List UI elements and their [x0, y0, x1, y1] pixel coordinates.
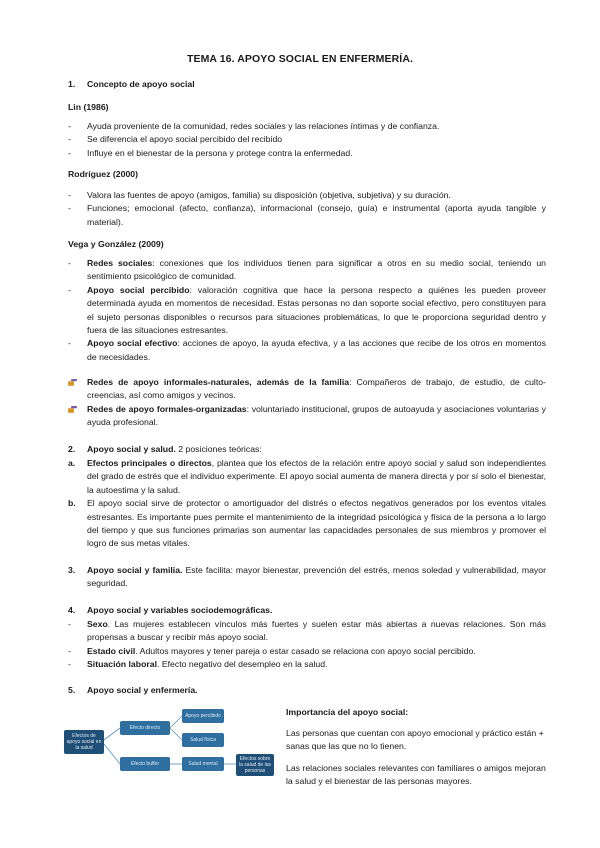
- list-item: a. Efectos principales o directos, plantea que los efectos de la relación entre apoyo social y salud son independientes del grado de estrés que el individuo experimente. El apoyo social aumenta de manera directa y por sí solo el bienestar, la autoestima y la salud.: [68, 458, 547, 495]
- diagram-node-3: Salud mental: [182, 757, 224, 771]
- redes-list: [68, 376, 546, 430]
- lin-list: [68, 120, 546, 160]
- importance-paragraph-1: Las personas que cuentan con apoyo emocional y práctico están + sanas que las que no lo tienen.: [286, 728, 544, 752]
- list-item: - Influye en el bienestar de la persona y protege contra la enfermedad.: [68, 147, 353, 158]
- section-1-heading: 1. Concepto de apoyo social: [68, 79, 195, 89]
- list-item: - Funciones; emocional (afecto, confianza), informacional (consejo, guía) e instrumental (aporta ayuda tangible y material).: [68, 203, 546, 227]
- section-2-list: [68, 457, 546, 551]
- section-2-heading: 2. Apoyo social y salud. 2 posiciones teóricas:: [68, 444, 262, 454]
- list-item: - Redes sociales: conexiones que los individuos tienen para significar a otros en su medio social, teniendo un sentimiento psicológico de comunidad.: [68, 258, 546, 282]
- section-5-heading: 5. Apoyo social y enfermería.: [68, 685, 198, 695]
- list-item: - Apoyo social percibido: valoración cognitiva que hace la persona respecto a quiénes les pueden proveer determinada ayuda en momentos de necesidad. Estas personas no dan soporte social efectivo, pero constituyen para el sujeto personas disponibles o recursos para situaciones problemáticas, lo que le proporciona seguridad dentro y fuera de las situaciones estresantes.: [68, 284, 546, 336]
- list-item: Redes de apoyo informales-naturales, además de la familia: Compañeros de trabajo, de estudio, de culto-creencias, así como amigos y vecinos.: [68, 376, 546, 403]
- support-diagram: [60, 700, 275, 790]
- section-1-title: Concepto de apoyo social: [87, 79, 195, 89]
- vega-heading: Vega y González (2009): [68, 239, 164, 249]
- section-4-list: [68, 618, 546, 672]
- rodriguez-list: [68, 189, 546, 229]
- list-item: Redes de apoyo formales-organizadas: voluntariado institucional, grupos de autoayuda y asociaciones voluntarias y ayuda profesional.: [68, 403, 546, 430]
- list-item: - Apoyo social efectivo: acciones de apoyo, la ayuda efectiva, y a las acciones que recibe de los otros en momentos de necesidades.: [68, 338, 546, 362]
- importance-paragraph-2: Las relaciones sociales relevantes con familiares o amigos mejoran la salud y el bienestar de las personas mayores.: [286, 763, 546, 787]
- list-item: - Sexo. Las mujeres establecen vínculos más fuertes y suelen estar más abiertas a nuevas relaciones. Son más propensas a buscar y recibir más apoyo social.: [68, 619, 546, 643]
- rodriguez-heading: Rodríguez (2000): [68, 169, 138, 179]
- importance-title: Importancia del apoyo social:: [286, 707, 409, 717]
- vega-list: [68, 257, 546, 364]
- pointing-hand-icon: [68, 378, 78, 387]
- pointing-hand-icon: [68, 405, 78, 414]
- list-item: b. El apoyo social sirve de protector o amortiguador del distrés o efectos negativos generados por los eventos vitales estresantes. Es importante pues permite el mantenimiento de la integridad psicológica y física de la persona a lo largo del tiempo y que sus funciones primarias son aumentar las capacidades personales de sus miembros y promover el logro de sus metas vitales.: [68, 498, 546, 549]
- list-item: - Estado civil. Adultos mayores y tener pareja o estar casado se relaciona con apoyo social percibido.: [68, 645, 476, 656]
- diagram-node-outcome: Efectos sobre la salud de las personas: [236, 754, 274, 776]
- list-item: - Valora las fuentes de apoyo (amigos, familia) su disposición (objetiva, subjetiva) y su duración.: [68, 190, 451, 200]
- page-title: TEMA 16. APOYO SOCIAL EN ENFERMERÍA.: [186, 53, 414, 65]
- diagram-node-root: Efectos de apoyo social en la salud: [64, 730, 104, 754]
- diagram-node-2: Salud física: [182, 733, 224, 747]
- diagram-node-direct: Efecto directo: [120, 721, 170, 735]
- lin-heading: Lin (1986): [68, 102, 109, 112]
- section-3: 3. Apoyo social y familia. Este facilita: mayor bienestar, prevención del estrés, menos soledad y vulnerabilidad, mayor seguridad.: [68, 565, 546, 589]
- diagram-node-buffer: Efecto buffer: [120, 757, 170, 771]
- list-item: - Ayuda proveniente de la comunidad, redes sociales y las relaciones íntimas y de confianza.: [68, 121, 440, 131]
- list-item: - Se diferencia el apoyo social percibido del recibido: [68, 134, 283, 145]
- section-4-heading: 4. Apoyo social y variables sociodemográficas.: [68, 605, 273, 615]
- list-item: - Situación laboral. Efecto negativo del desempleo en la salud.: [68, 659, 328, 670]
- diagram-node-1: Apoyo percibido: [182, 709, 224, 723]
